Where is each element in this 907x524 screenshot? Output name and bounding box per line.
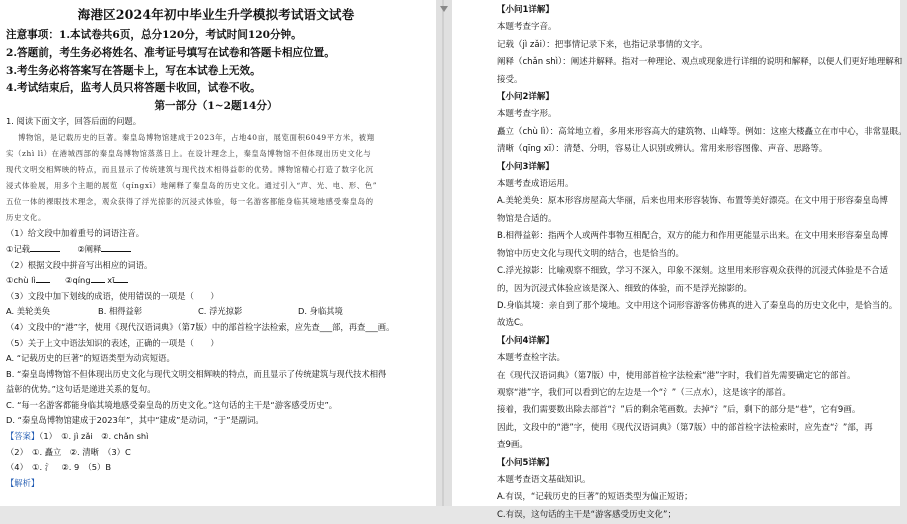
subquestion-1: （1）给文段中加着重号的词语注音。 bbox=[6, 228, 145, 239]
section-header: 【小问5详解】 bbox=[497, 457, 554, 468]
analysis-line: A.有误，“记载历史的巨著”的短语类型为偏正短语； bbox=[497, 492, 693, 503]
analysis-line: 矗立（chù lì）：高耸地立着，多用来形容高大的建筑物、山峰等。例如：这座大楼矗立在市中心，非常显眼。 bbox=[497, 126, 907, 137]
option-c: C. 浮光掠影 bbox=[198, 306, 243, 317]
answer-line: （2） ①. 矗立 ②. 清晰 （3）C bbox=[6, 446, 131, 457]
analysis-line: C.浮光掠影：比喻观察不细致，学习不深入，印象不深刻。这里用来形容观众获得的沉浸式体验是不合适 bbox=[497, 266, 889, 277]
part-title: 第一部分（1~2题14分） bbox=[154, 100, 278, 113]
passage-line: 浸式体验展，用多个主题的展览（qíngxī）地阐释了秦皇岛的历史文化。通过引入“声、光、电、形、色” bbox=[6, 181, 378, 191]
analysis-line: 本题考查字音。 bbox=[497, 22, 557, 33]
collapse-arrow-icon[interactable] bbox=[440, 6, 448, 12]
option-b: B. 相得益彰 bbox=[98, 306, 143, 317]
passage-line: 实（zhì lì）在港城西部的秦皇岛博物馆蒸蒸日上。在设计理念上，秦皇岛博物馆不但体现出历史文化与 bbox=[6, 148, 372, 158]
notice-line: 3.考生务必将答案写在答题卡上，写在本试卷上无效。 bbox=[6, 64, 261, 77]
passage-line: 现代文明交相辉映的特点，而且显示了传统建筑与现代技术相得益彰的优势。博物馆精心打造了数字化沉 bbox=[6, 164, 374, 174]
page-gutter bbox=[436, 0, 452, 506]
answer-line: （4） ①. 氵 ②. 9 （5）B bbox=[6, 462, 112, 473]
answer-row bbox=[6, 429, 426, 445]
analysis-line: 查9画。 bbox=[497, 440, 528, 451]
analysis-line: 接着，我们需要数出除去部首“氵”后的剩余笔画数。去掉“氵”后，剩下的部分是“巷”，它有9画。 bbox=[497, 405, 861, 416]
analysis-label: 【解析】 bbox=[6, 477, 40, 488]
item-label: ②qíng bbox=[65, 275, 91, 286]
analysis-line: C.有误，这句话的主干是“游客感受历史文化”； bbox=[497, 509, 676, 520]
analysis-line: D.身临其境：亲自到了那个境地。文中用这个词形容游客仿佛真的进入了秦皇岛的历史文化中，是恰当的。 bbox=[497, 300, 898, 311]
analysis-line: B.相得益彰：指两个人或两件事物互相配合，双方的能力和作用更能显示出来。在文中用来形容秦皇岛博 bbox=[497, 231, 889, 242]
section-header: 【小问1详解】 bbox=[497, 5, 554, 15]
passage-line: 博物馆，是记载历史的巨著。秦皇岛博物馆建成于2023年，占地40亩，展览面积6049平方米，被翔 bbox=[18, 132, 375, 142]
item-label: ①记载 bbox=[6, 243, 31, 254]
item-label: xī bbox=[107, 275, 115, 286]
option-line: A. “记载历史的巨著”的短语类型为动宾短语。 bbox=[6, 353, 175, 364]
exam-title: 海港区2024年初中毕业生升学模拟考试语文试卷 bbox=[77, 7, 355, 22]
analysis-line: 因此，文段中的“港”字，使用《现代汉语词典》（第7版）中的部首检字法检索时，应先查“氵”部，再 bbox=[497, 422, 873, 433]
right-document-page bbox=[452, 0, 907, 520]
notice-line: 注意事项：1.本试卷共6页，总分120分，考试时间120分钟。 bbox=[6, 29, 302, 41]
section-header: 【小问3详解】 bbox=[497, 161, 554, 172]
analysis-line: 本题考查成语运用。 bbox=[497, 179, 574, 190]
option-d: D. 身临其境 bbox=[298, 306, 343, 317]
passage-line: 历史文化。 bbox=[6, 213, 46, 223]
subquestion-1-items bbox=[6, 242, 426, 258]
option-line: D. “秦皇岛博物馆建成于2023年”，其中“建成”是动词，“于”是副词。 bbox=[6, 415, 264, 426]
notices bbox=[6, 27, 426, 98]
reading-passage bbox=[6, 130, 426, 227]
analysis-line: 的，因为沉浸式体验应该是深入、细致的体验，而不是浮光掠影的。 bbox=[497, 283, 753, 294]
subquestion-2: （2）根据文段中拼音写出相应的词语。 bbox=[6, 259, 153, 270]
analysis-line: 观察“港”字，我们可以看到它的左边是一个“氵”（三点水），这是该字的部首。 bbox=[497, 387, 791, 398]
analysis-line: 本题考查检字法。 bbox=[497, 353, 566, 364]
analysis-line: 本题考查语文基础知识。 bbox=[497, 474, 591, 485]
analysis-line: 清晰（qīng xī）：清楚、分明，容易让人识别或辨认。常用来形容图像、声音、思路等。 bbox=[497, 144, 828, 155]
analysis-line: 故选C。 bbox=[497, 318, 529, 329]
notice-line: 2.答题前，考生务必将姓名、准考证号填写在试卷和答题卡相应位置。 bbox=[6, 46, 335, 59]
subquestion-3-options bbox=[6, 304, 426, 320]
subquestion-5: （5）关于上文中语法知识的表述，正确的一项是（ ） bbox=[6, 337, 219, 348]
option-line: C. “每一名游客都能身临其境地感受秦皇岛的历史文化。”这句话的主干是“游客感受历史”。 bbox=[6, 399, 338, 410]
answer-label: 【答案】 bbox=[6, 431, 40, 442]
analysis-line: 物馆中历史文化与现代文明的结合，也是恰当的。 bbox=[497, 248, 685, 259]
question-intro: 1. 阅读下面文字，回答后面的问题。 bbox=[6, 116, 142, 127]
answer-line: （1） ①. jì zǎi ②. chǎn shì bbox=[39, 431, 149, 442]
item-label: ①chù lì bbox=[6, 275, 36, 286]
analysis-line: 在《现代汉语词典》（第7版）中，使用部首检字法检索“港”字时，我们首先需要确定它的部首。 bbox=[497, 370, 856, 381]
left-document-page bbox=[0, 0, 436, 506]
analysis-line: 本题考查字形。 bbox=[497, 109, 557, 120]
analysis-text bbox=[497, 2, 907, 524]
option-line: B. “秦皇岛博物馆不但体现出历史文化与现代文明交相辉映的特点，而且显示了传统建筑与现代技术相得 bbox=[6, 368, 387, 379]
passage-line: 五位一体的裸眼技术理念，观众获得了浮光掠影的沉浸式体验，每一名游客都能身临其境地感受秦皇岛的 bbox=[6, 197, 374, 207]
subquestion-3: （3）文段中加下划线的成语，使用错误的一项是（ ） bbox=[6, 290, 219, 301]
section-header: 【小问4详解】 bbox=[497, 335, 554, 346]
analysis-line: A.美轮美奂：原本形容房屋高大华丽，后来也用来形容装饰、布置等美好漂亮。在文中用于形容秦皇岛博 bbox=[497, 196, 888, 207]
section-header: 【小问2详解】 bbox=[497, 92, 554, 103]
subquestion-2-items bbox=[6, 273, 426, 289]
option-a: A. 美轮美奂 bbox=[6, 306, 50, 317]
subquestion-4: （4）文段中的“港”字，使用《现代汉语词典》（第7版）中的部首检字法检索，应先查___部，再查___画。 bbox=[6, 321, 395, 332]
analysis-line: 记载（jì zǎi）：把事情记录下来，也指记录事情的文字。 bbox=[497, 39, 708, 50]
analysis-line: 物馆是合适的。 bbox=[497, 213, 557, 224]
notice-line: 4.考试结束后，监考人员只将答题卡收回，试卷不收。 bbox=[6, 82, 261, 95]
analysis-line: 阐释（chǎn shì）：阐述并解释。指对一种理论、观点或现象进行详细的说明和解释，以便人们更好地理解和 bbox=[497, 57, 903, 68]
option-line: 益彰的优势。”这句话是递进关系的复句。 bbox=[6, 384, 156, 395]
item-label: ②阐释 bbox=[77, 243, 102, 254]
analysis-line: 接受。 bbox=[497, 74, 523, 85]
